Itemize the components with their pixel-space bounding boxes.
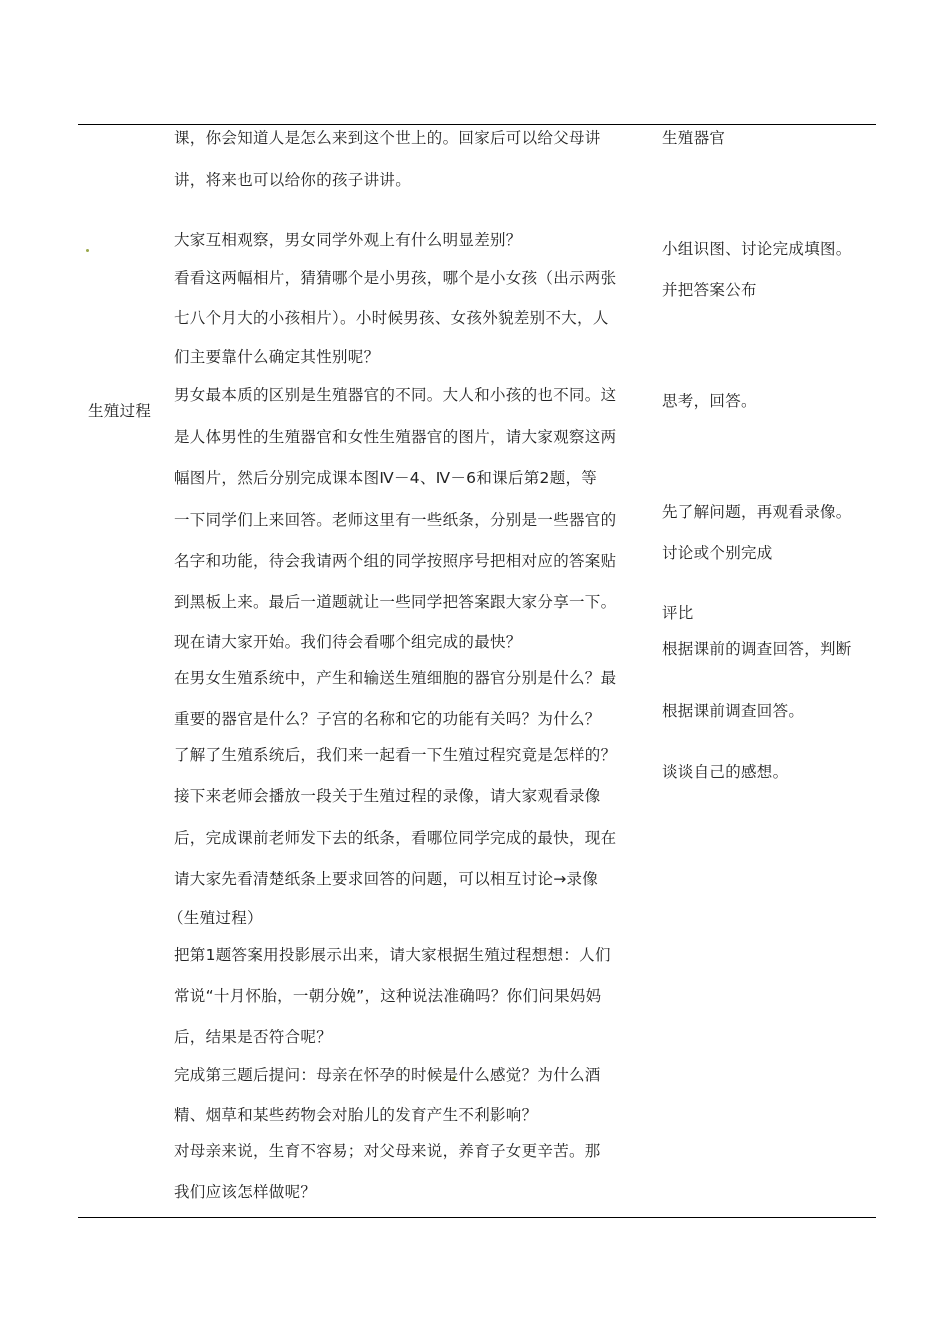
text-line: 重要的器官是什么？子宫的名称和它的功能有关吗？为什么？ — [174, 710, 601, 728]
text-line: 现在请大家开始。我们待会看哪个组完成的最快？ — [174, 633, 522, 651]
text-line: 幅图片，然后分别完成课本图Ⅳ－4、Ⅳ－6和课后第2题，等 — [174, 469, 598, 487]
activity-line: 谈谈自己的感想。 — [662, 763, 789, 781]
text-line: 常说“十月怀胎，一朝分娩”，这种说法准确吗？你们问果妈妈 — [174, 987, 602, 1005]
activity-line: 先了解问题，再观看录像。 — [662, 503, 852, 521]
text-line: 七八个月大的小孩相片）。小时候男孩、女孩外貌差别不大，人 — [174, 309, 609, 327]
text-line: 接下来老师会播放一段关于生殖过程的录像，请大家观看录像 — [174, 787, 601, 805]
table-bottom-rule — [78, 1217, 876, 1218]
text-line: 名字和功能，待会我请两个组的同学按照序号把相对应的答案贴 — [174, 552, 617, 570]
activity-line: 生殖器官 — [662, 129, 726, 147]
text-line: 在男女生殖系统中，产生和输送生殖细胞的器官分别是什么？最 — [174, 669, 617, 687]
text-line: 讲，将来也可以给你的孩子讲讲。 — [174, 171, 412, 189]
text-line: 一下同学们上来回答。老师这里有一些纸条，分别是一些器官的 — [174, 511, 617, 529]
text-line: 是人体男性的生殖器官和女性生殖器官的图片，请大家观察这两 — [174, 428, 617, 446]
activity-line: 根据课前的调查回答，判断 — [662, 640, 852, 658]
text-line: 完成第三题后提问：母亲在怀孕的时候是什么感觉？为什么酒 — [174, 1066, 601, 1084]
activity-line: 根据课前调查回答。 — [662, 702, 805, 720]
artifact-dot — [86, 249, 89, 252]
text-line: 把第1题答案用投影展示出来，请大家根据生殖过程想想：人们 — [174, 946, 611, 964]
text-line: 大家互相观察，男女同学外观上有什么明显差别？ — [174, 231, 522, 249]
text-line: 看看这两幅相片，猜猜哪个是小男孩，哪个是小女孩（出示两张 — [174, 269, 617, 287]
text-line: 对母亲来说，生育不容易；对父母来说，养育子女更辛苦。那 — [174, 1142, 601, 1160]
text-line: 后，完成课前老师发下去的纸条，看哪位同学完成的最快，现在 — [174, 829, 617, 847]
activity-line: 思考，回答。 — [662, 392, 757, 410]
text-line: 们主要靠什么确定其性别呢？ — [174, 348, 380, 366]
activity-line: 并把答案公布 — [662, 281, 757, 299]
text-line: 了解了生殖系统后，我们来一起看一下生殖过程究竟是怎样的？ — [174, 746, 617, 764]
text-line: 后，结果是否符合呢？ — [174, 1028, 333, 1046]
section-label: 生殖过程 — [88, 402, 152, 420]
text-line: （生殖过程） — [168, 909, 263, 927]
text-line: 请大家先看清楚纸条上要求回答的问题，可以相互讨论→录像 — [174, 870, 599, 888]
activity-line: 评比 — [662, 604, 694, 622]
activity-line: 讨论或个别完成 — [662, 544, 773, 562]
text-line: 课，你会知道人是怎么来到这个世上的。回家后可以给父母讲 — [174, 129, 601, 147]
text-line: 我们应该怎样做呢？ — [174, 1183, 317, 1201]
text-line: 到黑板上来。最后一道题就让一些同学把答案跟大家分享一下。 — [174, 593, 617, 611]
text-line: 男女最本质的区别是生殖器官的不同。大人和小孩的也不同。这 — [174, 386, 617, 404]
text-line: 精、烟草和某些药物会对胎儿的发育产生不利影响？ — [174, 1106, 538, 1124]
activity-line: 小组识图、讨论完成填图。 — [662, 240, 852, 258]
table-top-rule — [78, 124, 876, 125]
